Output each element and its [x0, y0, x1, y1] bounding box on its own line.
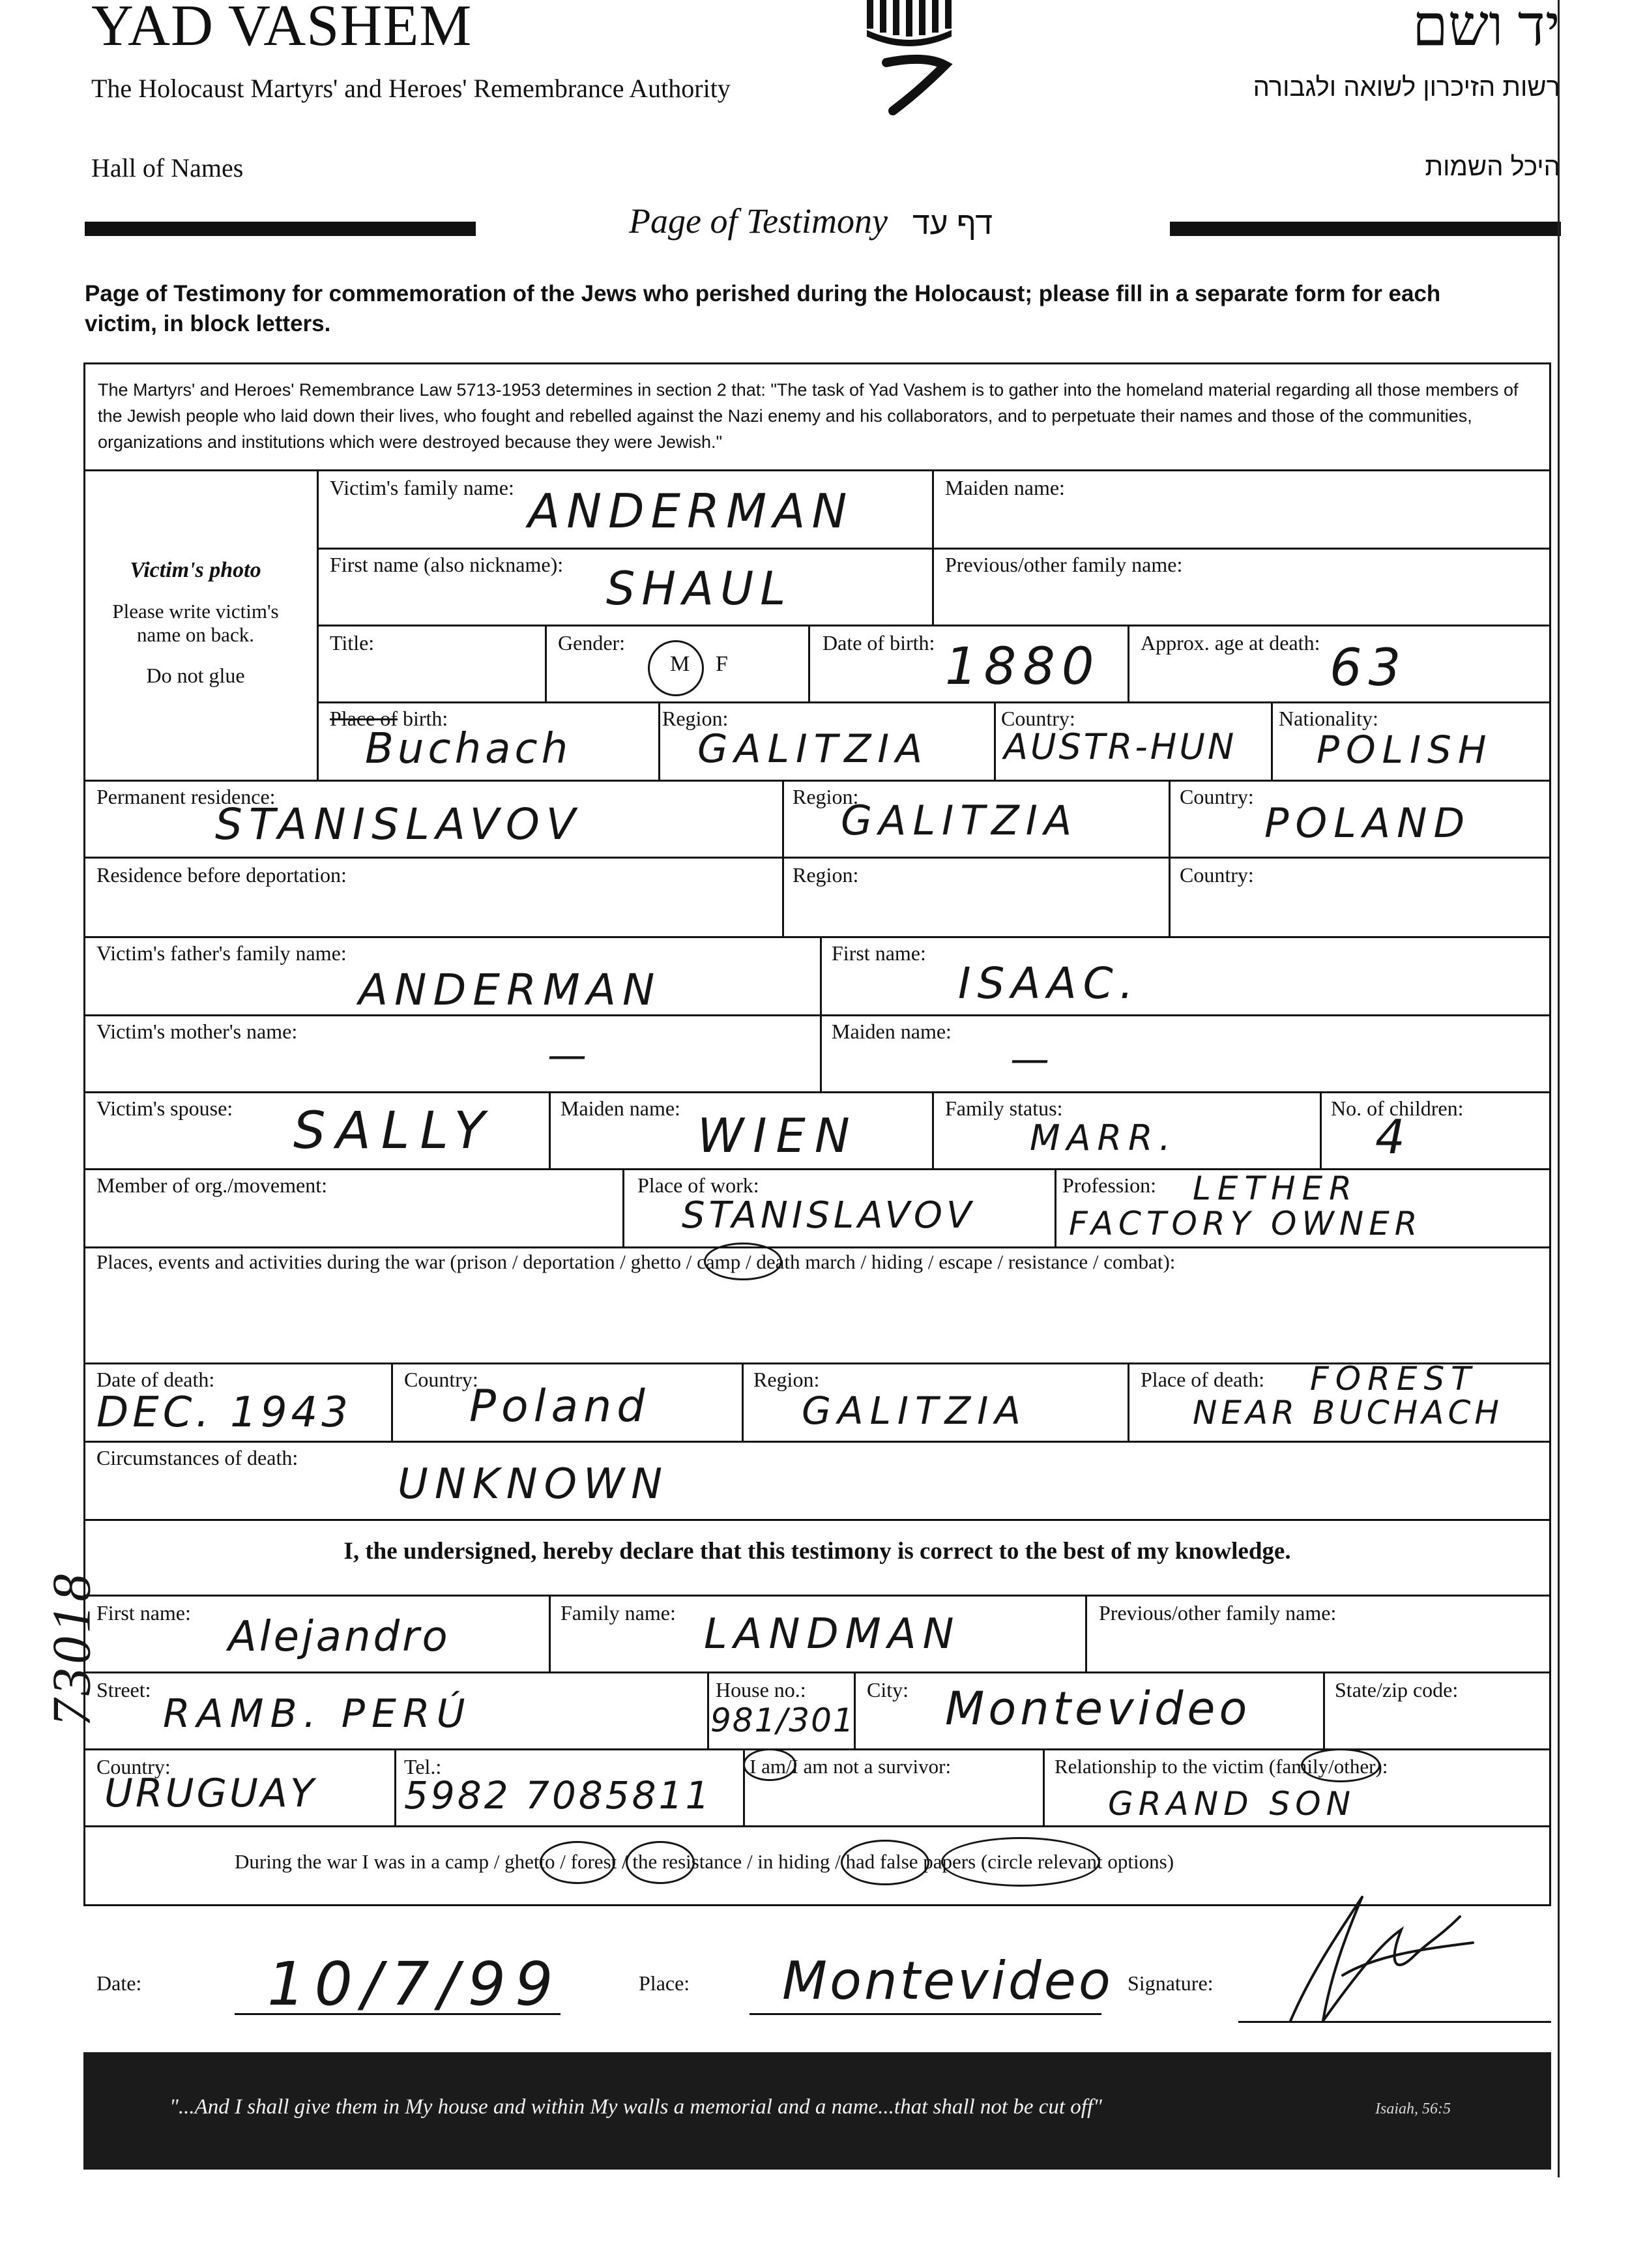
rule: [808, 625, 810, 701]
footer-quote: "...And I shall give them in My house and within My walls a memorial and a name...that shall not be cut off": [169, 2095, 1102, 2119]
spouse-value: SALLY: [293, 1102, 495, 1160]
rule: [742, 1362, 744, 1441]
rule: [1169, 780, 1171, 936]
residence-before-label: Residence before deportation:: [96, 863, 347, 887]
tel-value: 5982 7085811: [404, 1773, 712, 1818]
rule: [545, 625, 547, 701]
place-of-death-value-line2: NEAR BUCHACH: [1193, 1394, 1503, 1432]
date-of-death-value: DEC. 1943: [96, 1389, 352, 1437]
rule: [549, 1595, 551, 1672]
family-status-value: MARR.: [1030, 1117, 1177, 1158]
org-subtitle: The Holocaust Martyrs' and Heroes' Remembrance Authority: [91, 74, 731, 103]
place-of-work-label: Place of work:: [637, 1173, 759, 1197]
perm-country-value: POLAND: [1264, 799, 1472, 847]
permanent-residence-label: Permanent residence:: [96, 785, 276, 808]
profession-value-line2: FACTORY OWNER: [1069, 1205, 1423, 1243]
date-of-death-label: Date of death:: [96, 1368, 215, 1391]
declaration-text: I, the undersigned, hereby declare that this testimony is correct to the best of my knowledge.: [343, 1538, 1291, 1565]
date-label: Date:: [96, 1971, 142, 1995]
rule: [391, 1362, 393, 1441]
region-of-death-value: GALITZIA: [802, 1389, 1027, 1433]
age-death-label: Approx. age at death:: [1141, 631, 1320, 655]
rule: [1323, 1672, 1325, 1748]
yad-vashem-logo-icon: [847, 0, 978, 130]
rule: [1128, 625, 1129, 701]
rule: [707, 1672, 709, 1748]
house-no-value: 981/301: [710, 1701, 855, 1739]
signature-underline: [1238, 2021, 1551, 2023]
page-title: Page of Testimony: [629, 201, 888, 241]
spouse-label: Victim's spouse:: [96, 1097, 233, 1120]
rule: [782, 780, 784, 936]
house-no-label: House no.:: [716, 1678, 806, 1701]
page-title-hebrew: דף עד: [912, 207, 993, 241]
place-of-birth-rest: birth:: [402, 707, 448, 730]
hall-of-names-hebrew: היכל השמות: [1425, 153, 1560, 181]
age-death-value: 63: [1330, 639, 1408, 698]
permanent-residence-value: STANISLAVOV: [215, 799, 582, 849]
spouse-maiden-value: WIEN: [697, 1108, 859, 1163]
nationality-value: POLISH: [1317, 728, 1493, 772]
submitter-family-label: Family name:: [560, 1601, 676, 1625]
law-text: The Martyrs' and Heroes' Remembrance Law 5713-1953 determines in section 2 that: "The task of Yad Vashem is to gather into the homeland material regarding all those members of the Jewish people who laid down their lives, who fought and rebelled against the Nazi enemy and his collaborators, and to perpetuate their names and those of the communities, organizations and institutions which were destroyed because they were Jewish.": [98, 380, 1519, 452]
street-label: Street:: [96, 1678, 151, 1701]
relationship-value: GRAND SON: [1108, 1785, 1356, 1823]
rule: [83, 1441, 1551, 1443]
family-status-label: Family status:: [945, 1097, 1063, 1120]
hall-of-names: Hall of Names: [91, 153, 244, 183]
title-bar-right: [1170, 222, 1561, 236]
submitter-country-value: URUGUAY: [104, 1771, 317, 1816]
member-org-label: Member of org./movement:: [96, 1173, 327, 1197]
city-label: City:: [867, 1678, 909, 1701]
rule: [820, 936, 822, 1091]
date-value: 10/7/99: [267, 1949, 562, 2019]
org-name: YAD VASHEM: [91, 0, 473, 58]
pob-region-label: Region:: [662, 707, 729, 730]
first-name-value: SHAUL: [606, 562, 793, 615]
ghetto-option-circle: [540, 1841, 615, 1884]
place-of-death-value-line1: FOREST: [1310, 1360, 1478, 1398]
rule: [83, 780, 1551, 782]
photo-title: Victim's photo: [130, 558, 261, 582]
submitter-previous-label: Previous/other family name:: [1099, 1601, 1337, 1625]
rule: [658, 701, 660, 780]
side-file-number: 73018: [41, 1570, 102, 1727]
family-name-value: ANDERMAN: [528, 484, 854, 538]
city-value: Montevideo: [945, 1682, 1251, 1735]
profession-label: Profession:: [1062, 1173, 1156, 1197]
maiden-name-label: Maiden name:: [945, 476, 1065, 499]
submitter-first-label: First name:: [96, 1601, 191, 1625]
dob-label: Date of birth:: [822, 631, 935, 655]
submitter-country-label: Country:: [96, 1755, 171, 1778]
rule: [932, 1091, 934, 1168]
false-papers-option-circle: [941, 1837, 1100, 1887]
rule: [317, 548, 1551, 550]
rule: [83, 1091, 1551, 1093]
residence-country-label: Country:: [1180, 863, 1254, 887]
rule: [1055, 1168, 1056, 1246]
gender-label: Gender:: [558, 631, 626, 655]
rule: [83, 1595, 1551, 1597]
gender-m-circle: [648, 640, 704, 696]
pob-country-value: AUSTR-HUN: [1004, 726, 1237, 767]
country-of-death-value: Poland: [469, 1381, 650, 1432]
signature-label: Signature:: [1128, 1971, 1214, 1995]
gender-f: F: [716, 652, 728, 676]
previous-family-label: Previous/other family name:: [945, 553, 1183, 576]
submitter-family-value: LANDMAN: [704, 1610, 961, 1658]
perm-region-value: GALITZIA: [841, 797, 1079, 844]
place-of-birth-struck: Place of: [330, 707, 398, 730]
rule: [1043, 1748, 1045, 1825]
pob-region-value: GALITZIA: [697, 726, 929, 772]
rule: [83, 857, 1551, 859]
title-label: Title:: [330, 631, 375, 655]
perm-region-label: Region:: [793, 785, 859, 808]
rule: [1320, 1091, 1322, 1168]
circumstances-value: UNKNOWN: [398, 1460, 669, 1509]
residence-region-label: Region:: [793, 863, 859, 887]
rule: [549, 1091, 551, 1168]
place-underline: [750, 2013, 1101, 2015]
footer-quote-reference: Isaiah, 56:5: [1375, 2100, 1451, 2117]
place-of-work-value: STANISLAVOV: [682, 1194, 976, 1237]
rule: [1085, 1595, 1087, 1672]
family-name-label: Victim's family name:: [330, 476, 514, 499]
rule: [83, 1825, 1551, 1827]
submitter-first-value: Alejandro: [228, 1613, 450, 1661]
places-events-label: Places, events and activities during the war (prison / deportation / ghetto / camp / death march / hiding / escape / resistance / combat):: [96, 1250, 1176, 1273]
date-underline: [235, 2013, 560, 2015]
pob-country-label: Country:: [1001, 707, 1075, 730]
signature-mark-icon: [1264, 1878, 1499, 2027]
page-edge-line: [1558, 0, 1560, 2177]
father-family-value: ANDERMAN: [358, 965, 662, 1015]
country-of-death-label: Country:: [404, 1368, 478, 1391]
rule: [317, 701, 1551, 703]
state-zip-label: State/zip code:: [1335, 1678, 1459, 1701]
intro-text: Page of Testimony for commemoration of the Jews who perished during the Holocaust; please fill in a separate form for each victim, in block letters.: [85, 281, 1441, 336]
rule: [622, 1168, 624, 1246]
rule: [83, 936, 1551, 938]
org-subtitle-hebrew: רשות הזיכרון לשואה ולגבורה: [1253, 73, 1560, 102]
children-label: No. of children:: [1331, 1097, 1464, 1120]
circumstances-label: Circumstances of death:: [96, 1446, 298, 1469]
rule: [317, 625, 1551, 626]
photo-write-note: Please write victim's name on back.: [112, 600, 279, 646]
rule: [932, 469, 934, 625]
rule: [83, 1246, 1551, 1248]
perm-country-label: Country:: [1180, 785, 1254, 808]
mother-name-label: Victim's mother's name:: [96, 1020, 298, 1043]
rule: [1128, 1362, 1129, 1441]
place-of-birth-value: Buchach: [365, 725, 572, 773]
photo-glue-note: Do not glue: [146, 664, 245, 687]
mother-name-value: —: [547, 1033, 593, 1078]
rule: [83, 1014, 1551, 1016]
tel-label: Tel.:: [404, 1755, 442, 1778]
relationship-label: Relationship to the victim (family/other):: [1055, 1755, 1388, 1778]
survivor-label: I am/I am not a survivor:: [750, 1755, 952, 1778]
place-value: Montevideo: [782, 1951, 1113, 2011]
rule: [994, 701, 996, 780]
street-value: RAMB. PERÚ: [163, 1691, 472, 1737]
dob-value: 1880: [945, 638, 1101, 696]
i-am-circle: [743, 1748, 796, 1781]
children-value: 4: [1375, 1110, 1412, 1164]
father-family-label: Victim's father's family name:: [96, 941, 347, 965]
profession-value-line1: LETHER: [1193, 1170, 1358, 1207]
gender-m: M: [670, 652, 690, 676]
father-first-label: First name:: [832, 941, 926, 965]
mother-maiden-label: Maiden name:: [832, 1020, 952, 1043]
rule: [83, 1519, 1551, 1521]
first-name-label: First name (also nickname):: [330, 553, 564, 576]
family-circle: [1301, 1748, 1380, 1782]
place-label: Place:: [639, 1971, 690, 1995]
hiding-option-circle: [841, 1840, 929, 1885]
father-first-value: ISAAC.: [958, 958, 1140, 1009]
rule: [317, 469, 319, 780]
nationality-label: Nationality:: [1279, 707, 1378, 730]
title-bar-left: [85, 222, 476, 236]
region-of-death-label: Region:: [753, 1368, 820, 1391]
org-name-hebrew: יד ושם: [1412, 0, 1560, 58]
war-options-line: During the war I was in a camp / ghetto / forest / the resistance / in hiding / had false papers (circle relevant options): [235, 1850, 1174, 1873]
rule: [83, 1672, 1551, 1673]
rule: [1271, 701, 1273, 780]
rule: [394, 1748, 396, 1825]
mother-maiden-value: —: [1010, 1037, 1056, 1082]
spouse-maiden-label: Maiden name:: [560, 1097, 680, 1120]
forest-option-circle: [626, 1841, 695, 1884]
place-of-death-label: Place of death:: [1141, 1368, 1265, 1391]
ghetto-circle: [704, 1243, 782, 1280]
rule: [83, 469, 1551, 471]
